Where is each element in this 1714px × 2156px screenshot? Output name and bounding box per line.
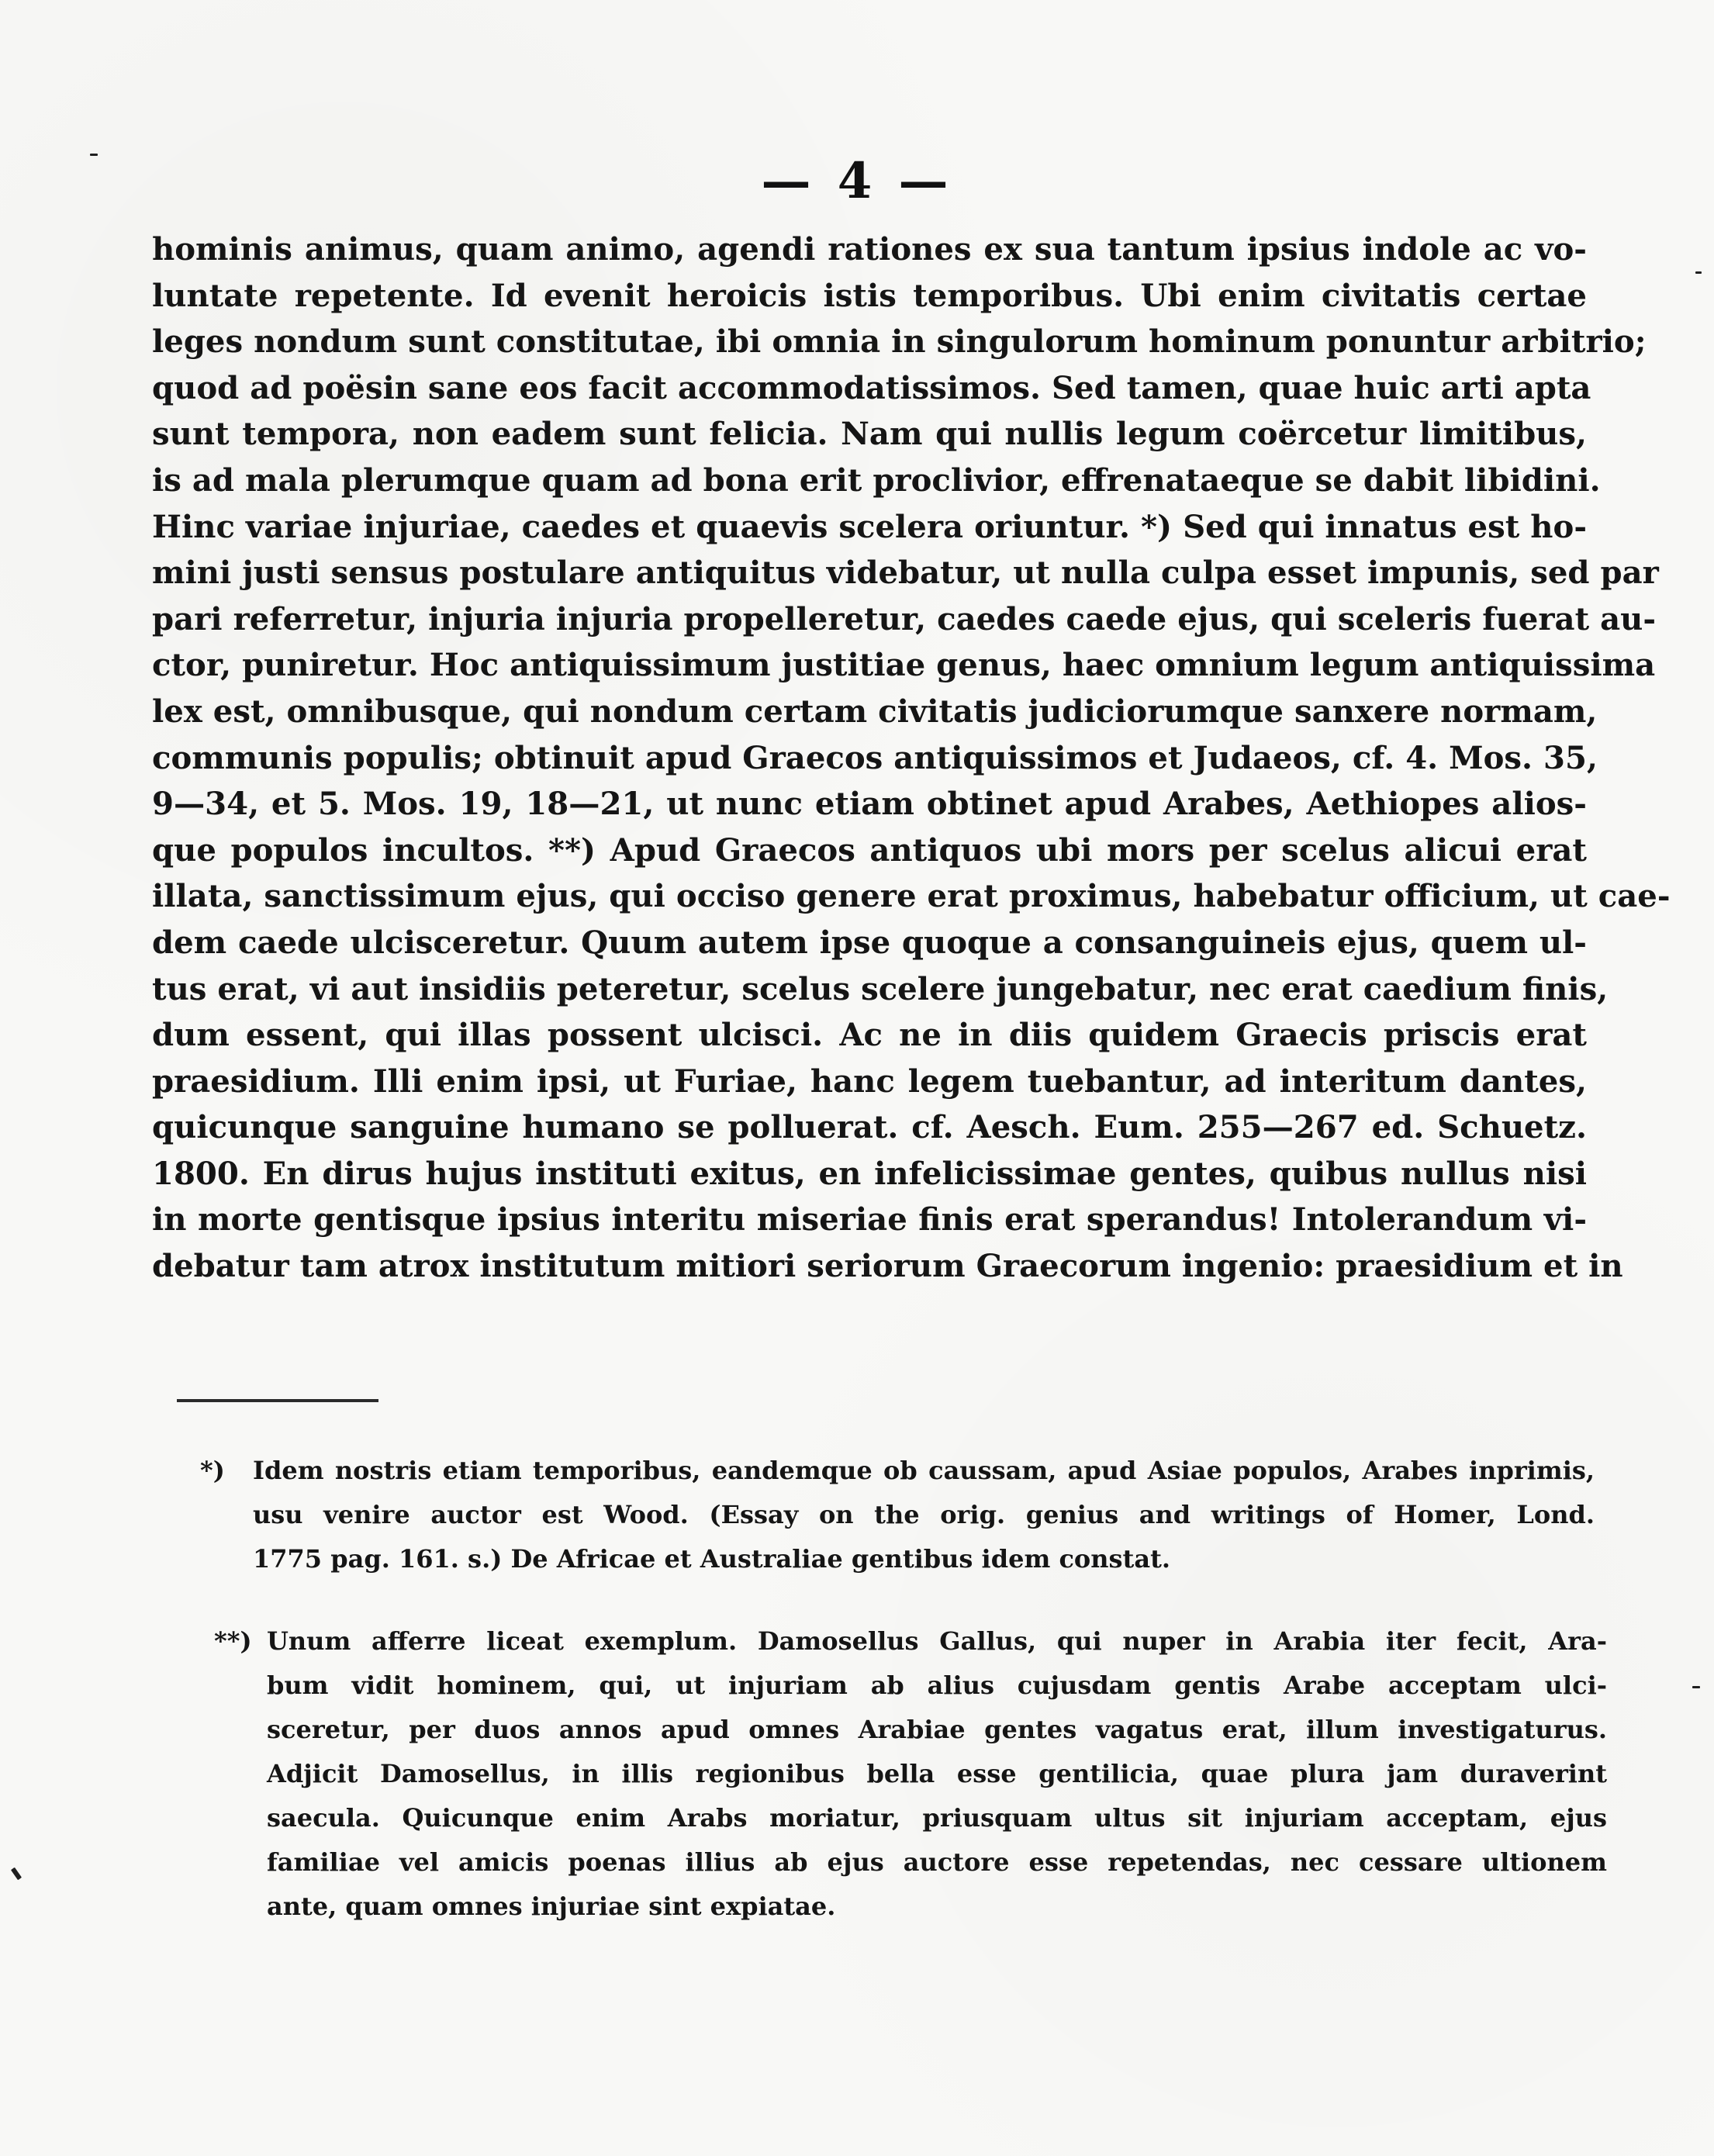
page-number-header: — 4 —	[761, 152, 953, 210]
main-text-line-3: leges nondum sunt constitutae, ibi omnia in singulorum hominum ponuntur arbitrio;	[152, 323, 1647, 361]
scan-mark-right-1	[1695, 271, 1702, 274]
main-text-line-13: 9—34, et 5. Mos. 19, 18—21, ut nunc etiam obtinet apud Arabes, Aethiopes alios-	[152, 786, 1587, 823]
main-text-line-8: mini justi sensus postulare antiquitus videbatur, ut nulla culpa esset impunis, sed par	[152, 555, 1659, 592]
main-text-line-16: dem caede ulcisceretur. Quum autem ipse quoque a consanguineis ejus, quem ul-	[152, 924, 1587, 961]
footnote-2-line-1: Unum afferre liceat exemplum. Damosellus Gallus, qui nuper in Arabia iter fecit, Ara-	[267, 1626, 1607, 1656]
main-text-line-22: in morte gentisque ipsius interitu miseriae finis erat sperandus! Intolerandum vi-	[152, 1201, 1587, 1239]
footnote-1-line-3: 1775 pag. 161. s.) De Africae et Australiae gentibus idem constat.	[253, 1544, 1170, 1574]
main-text-line-9: pari referretur, injuria injuria propelleretur, caedes caede ejus, qui sceleris fuerat au-	[152, 600, 1657, 637]
main-text-line-6: is ad mala plerumque quam ad bona erit proclivior, effrenataeque se dabit libidini.	[152, 461, 1601, 499]
main-text-line-23: debatur tam atrox institutum mitiori seriorum Graecorum ingenio: praesidium et in	[152, 1248, 1623, 1285]
footnote-2-line-7: ante, quam omnes injuriae sint expiatae.	[267, 1892, 836, 1921]
footnote-2-line-6: familiae vel amicis poenas illius ab ejus auctore esse repetendas, nec cessare ultionem	[267, 1847, 1607, 1877]
main-text-line-21: 1800. En dirus hujus instituti exitus, en infelicissimae gentes, quibus nullus nisi	[152, 1155, 1587, 1192]
main-text-line-12: communis populis; obtinuit apud Graecos antiquissimos et Judaeos, cf. 4. Mos. 35,	[152, 739, 1598, 776]
scan-mark-right-2	[1692, 1686, 1700, 1688]
main-text-line-10: ctor, puniretur. Hoc antiquissimum justitiae genus, haec omnium legum antiquissima	[152, 647, 1656, 684]
main-text-line-11: lex est, omnibusque, qui nondum certam civitatis judiciorumque sanxere normam,	[152, 693, 1598, 730]
footnote-2-line-2: bum vidit hominem, qui, ut injuriam ab alius cujusdam gentis Arabe acceptam ulci-	[267, 1671, 1607, 1700]
footnote-2	[214, 1619, 1607, 1929]
footnote-2-line-3: sceretur, per duos annos apud omnes Arabiae gentes vagatus erat, illum investigaturus.	[267, 1715, 1607, 1744]
main-text-line-15: illata, sanctissimum ejus, qui occiso genere erat proximus, habebatur officium, ut cae-	[152, 878, 1671, 915]
footnote-1-label: *)	[200, 1456, 225, 1485]
main-text-line-5: sunt tempora, non eadem sunt felicia. Nam qui nullis legum coërcetur limitibus,	[152, 416, 1587, 453]
main-text-line-1: hominis animus, quam animo, agendi rationes ex sua tantum ipsius indole ac vo-	[152, 231, 1587, 268]
main-text-line-18: dum essent, qui illas possent ulcisci. Ac ne in diis quidem Graecis priscis erat	[152, 1017, 1587, 1054]
scan-mark-left-1	[11, 1867, 22, 1881]
main-text-line-4: quod ad poësin sane eos facit accommodatissimos. Sed tamen, quae huic arti apta	[152, 369, 1591, 406]
main-text-line-7: Hinc variae injuriae, caedes et quaevis scelera oriuntur. *) Sed qui innatus est ho-	[152, 508, 1587, 545]
main-text-line-14: que populos incultos. **) Apud Graecos antiquos ubi mors per scelus alicui erat	[152, 831, 1587, 869]
main-text-body	[152, 226, 1671, 1290]
footnote-1	[200, 1449, 1595, 1581]
main-text-line-17: tus erat, vi aut insidiis peteretur, scelus scelere jungebatur, nec erat caedium finis,	[152, 970, 1609, 1007]
footnote-1-line-1: Idem nostris etiam temporibus, eandemque ob caussam, apud Asiae populos, Arabes inprimis,	[253, 1456, 1595, 1485]
footnote-2-line-5: saecula. Quicunque enim Arabs moriatur, priusquam ultus sit injuriam acceptam, ejus	[267, 1803, 1607, 1833]
footnote-2-line-4: Adjicit Damosellus, in illis regionibus bella esse gentilicia, quae plura jam duraverint	[267, 1759, 1607, 1788]
footnote-separator-rule	[177, 1399, 378, 1402]
main-text-line-19: praesidium. Illi enim ipsi, ut Furiae, hanc legem tuebantur, ad interitum dantes,	[152, 1062, 1587, 1100]
footnote-1-line-2: usu venire auctor est Wood. (Essay on the orig. genius and writings of Homer, Lond.	[253, 1500, 1595, 1529]
main-text-line-20: quicunque sanguine humano se polluerat. cf. Aesch. Eum. 255—267 ed. Schuetz.	[152, 1109, 1587, 1146]
scan-mark-left-2	[90, 154, 98, 156]
main-text-line-2: luntate repetente. Id evenit heroicis istis temporibus. Ubi enim civitatis certae	[152, 277, 1587, 314]
footnote-2-label: **)	[214, 1626, 252, 1656]
